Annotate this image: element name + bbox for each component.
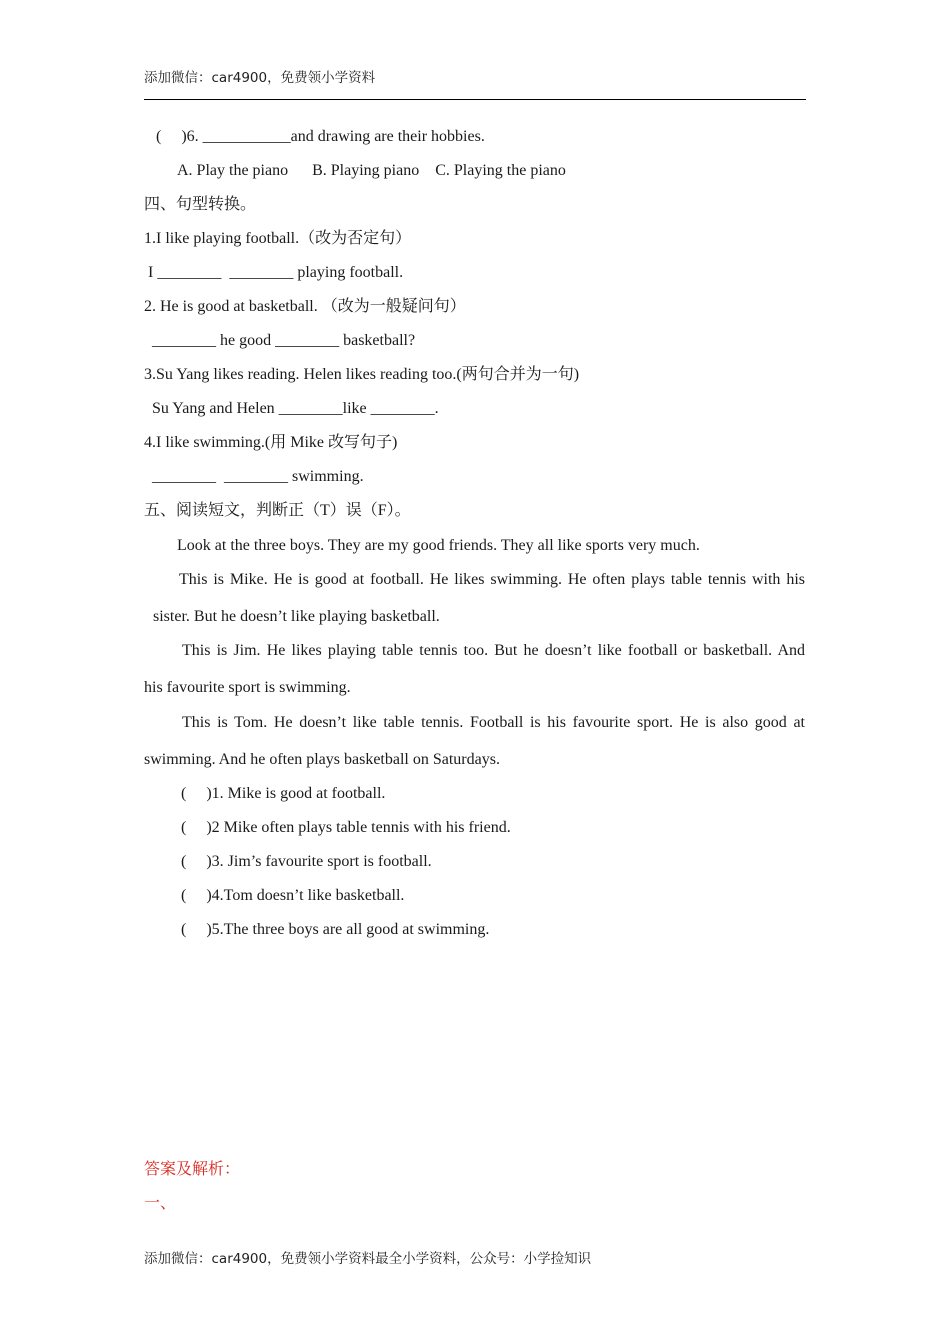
passage-paragraph-2-line-2: sister. But he doesn’t like playing basketball. <box>153 608 440 625</box>
section-4-title: 四、句型转换。 <box>144 196 257 213</box>
header-divider <box>144 99 806 100</box>
passage-paragraph-1: Look at the three boys. They are my good friends. They all like sports very much. <box>177 537 700 554</box>
passage-paragraph-3-line-2: his favourite sport is swimming. <box>144 679 351 696</box>
answers-part-1: 一、 <box>144 1195 177 1212</box>
passage-paragraph-2-line-1: This is Mike. He is good at football. He likes swimming. He often plays table tennis with his <box>179 571 805 588</box>
page-header: 添加微信：car4900，免费领小学资料 <box>144 70 376 86</box>
s4-answer-line-1: I ________ ________ playing football. <box>144 264 404 281</box>
s4-question-2: 2. He is good at basketball. （改为一般疑问句） <box>144 298 466 315</box>
judgement-item-4: ( )4.Tom doesn’t like basketball. <box>181 887 405 904</box>
passage-paragraph-4-line-2: swimming. And he often plays basketball on Saturdays. <box>144 751 500 768</box>
s4-question-4: 4.I like swimming.(用 Mike 改写句子) <box>144 434 398 451</box>
section-5-title: 五、阅读短文，判断正（T）误（F）。 <box>144 502 411 519</box>
s4-answer-line-3: Su Yang and Helen ________like ________. <box>144 400 439 417</box>
s4-question-3: 3.Su Yang likes reading. Helen likes reading too.(两句合并为一句) <box>144 366 580 383</box>
question-6-options: A. Play the piano B. Playing piano C. Playing the piano <box>177 162 566 179</box>
answers-title: 答案及解析： <box>144 1161 241 1178</box>
s4-answer-line-2: ________ he good ________ basketball? <box>144 332 416 349</box>
judgement-item-5: ( )5.The three boys are all good at swimming. <box>181 921 490 938</box>
question-6-stem: ( )6. ___________and drawing are their hobbies. <box>156 128 485 145</box>
passage-paragraph-3-line-1: This is Jim. He likes playing table tennis too. But he doesn’t like football or basketball. And <box>182 642 805 659</box>
s4-answer-line-4: ________ ________ swimming. <box>144 468 364 485</box>
passage-paragraph-4-line-1: This is Tom. He doesn’t like table tennis. Football is his favourite sport. He is also good at <box>182 714 805 731</box>
judgement-item-3: ( )3. Jim’s favourite sport is football. <box>181 853 432 870</box>
page-footer: 添加微信：car4900，免费领小学资料最全小学资料，公众号：小学捡知识 <box>144 1251 592 1267</box>
judgement-item-2: ( )2 Mike often plays table tennis with his friend. <box>181 819 511 836</box>
judgement-item-1: ( )1. Mike is good at football. <box>181 785 386 802</box>
s4-question-1: 1.I like playing football.（改为否定句） <box>144 230 412 247</box>
